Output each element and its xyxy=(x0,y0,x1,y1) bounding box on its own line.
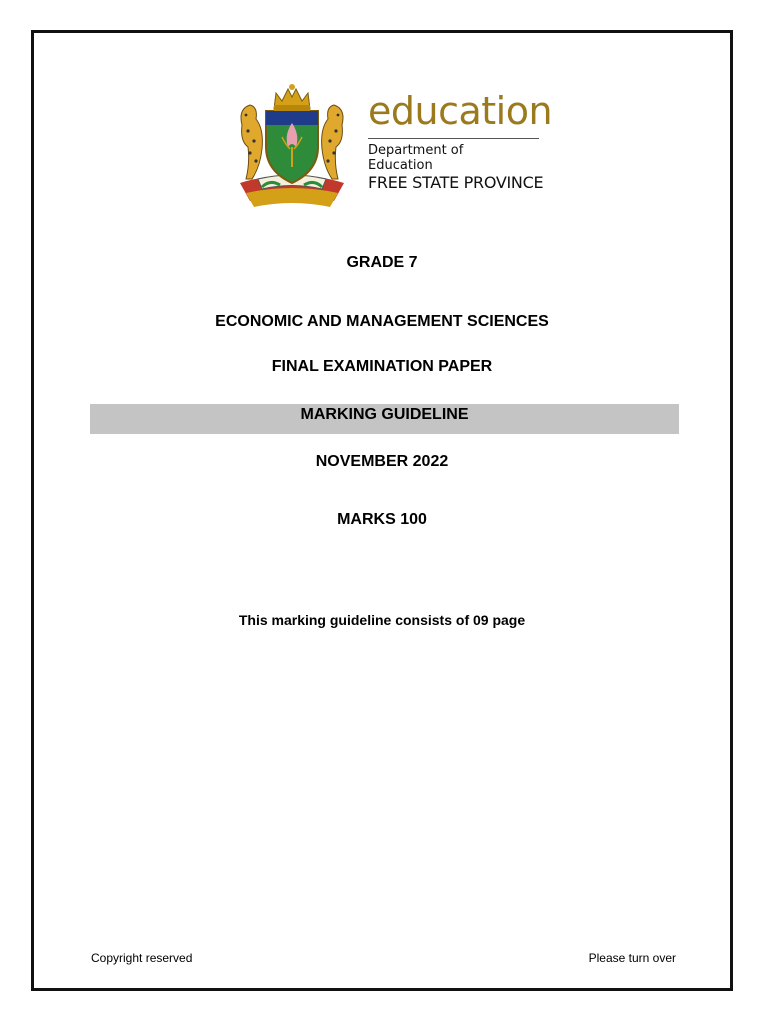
guideline-heading: MARKING GUIDELINE xyxy=(300,406,469,423)
footer-copyright: Copyright reserved xyxy=(91,951,193,965)
grade-heading: GRADE 7 xyxy=(346,254,418,271)
brand-divider xyxy=(368,138,539,139)
page-frame xyxy=(31,30,733,991)
paper-heading: FINAL EXAMINATION PAPER xyxy=(271,358,493,375)
subject-heading: ECONOMIC AND MANAGEMENT SCIENCES xyxy=(215,313,549,330)
brand-block xyxy=(368,89,553,192)
coat-of-arms-icon xyxy=(222,75,362,215)
guideline-band xyxy=(90,404,679,434)
page-count-note: This marking guideline consists of 09 page xyxy=(238,612,526,628)
brand-wordmark: education xyxy=(368,89,553,133)
date-heading: NOVEMBER 2022 xyxy=(315,453,449,470)
brand-dept-line1: Department of xyxy=(368,143,464,158)
footer-turn-over: Please turn over xyxy=(588,951,676,965)
marks-heading: MARKS 100 xyxy=(337,511,427,528)
brand-province: FREE STATE PROVINCE xyxy=(368,173,544,192)
department-logo xyxy=(222,75,552,215)
brand-dept-line2: Education xyxy=(368,158,433,173)
